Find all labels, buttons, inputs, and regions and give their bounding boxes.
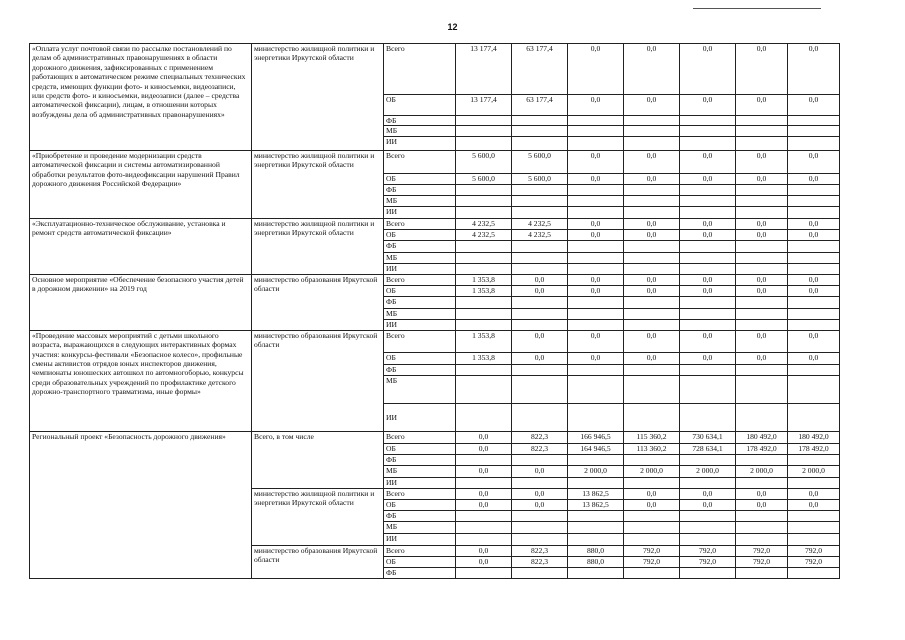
value-cell: 0,0 [788,173,840,184]
value-cell: 0,0 [788,352,840,364]
value-cell: 180 492,0 [788,431,840,443]
value-cell: 0,0 [736,499,788,510]
value-cell: 5 600,0 [456,173,512,184]
funding-source: ИИ [384,206,456,218]
value-cell: 0,0 [624,218,680,229]
table-row [30,218,840,229]
responsible-body: министерство жилищной политики и энергетики Иркутской области [252,150,384,218]
value-cell: 113 360,2 [624,443,680,454]
funding-source: ФБ [384,567,456,578]
value-cell: 13 862,5 [568,499,624,510]
value-cell: 178 492,0 [736,443,788,454]
value-cell: 0,0 [680,229,736,240]
value-cell: 4 232,5 [456,229,512,240]
value-cell: 115 360,2 [624,431,680,443]
value-cell: 0,0 [624,330,680,352]
budget-table [29,43,840,579]
funding-source: ФБ [384,364,456,375]
value-cell: 2 000,0 [680,465,736,477]
value-cell: 792,0 [736,556,788,567]
funding-source: ОБ [384,556,456,567]
value-cell: 0,0 [788,218,840,229]
value-cell: 0,0 [680,44,736,95]
funding-source: МБ [384,465,456,477]
value-cell: 0,0 [680,218,736,229]
value-cell: 0,0 [736,150,788,173]
table-row [30,330,840,352]
value-cell: 0,0 [736,44,788,95]
value-cell: 0,0 [568,330,624,352]
value-cell: 822,3 [512,545,568,556]
value-cell: 164 946,5 [568,443,624,454]
funding-source: ИИ [384,533,456,545]
funding-source: МБ [384,252,456,263]
measure-description: «Оплата услуг почтовой связи по рассылке постановлений по делам об административных правонарушениях в области дорожного движения, зафиксированных с применением работающих в автоматическом режиме специальных технических средств, имеющих функции фото- и киносъемки, видеозаписи, или средств фото- и киносъемки, видеозаписи (далее – средства автоматической фиксации), лицам, в отношении которых возбуждены дела об административных правонарушениях» [30,44,252,151]
measure-description: Основное мероприятие «Обеспечение безопасного участия детей в дорожном движении» на 2019 год [30,274,252,330]
value-cell: 0,0 [456,431,512,443]
value-cell: 0,0 [512,499,568,510]
value-cell: 880,0 [568,556,624,567]
funding-source: Всего [384,150,456,173]
funding-source: ФБ [384,116,456,126]
funding-source: ФБ [384,296,456,308]
value-cell: 2 000,0 [788,465,840,477]
funding-source: ФБ [384,454,456,465]
value-cell: 0,0 [788,95,840,116]
value-cell: 0,0 [680,95,736,116]
funding-source: Всего [384,44,456,95]
value-cell: 0,0 [736,274,788,285]
table-row [30,44,840,95]
funding-source: Всего [384,431,456,443]
funding-source: ФБ [384,240,456,252]
value-cell: 180 492,0 [736,431,788,443]
value-cell: 0,0 [512,465,568,477]
value-cell: 0,0 [788,285,840,296]
funding-source: ОБ [384,229,456,240]
value-cell: 0,0 [624,150,680,173]
value-cell: 5 600,0 [512,173,568,184]
measure-description: Региональный проект «Безопасность дорожного движения» [30,431,252,578]
value-cell: 0,0 [680,330,736,352]
funding-source: ИИ [384,403,456,431]
responsible-body: министерство образования Иркутской области [252,545,384,578]
value-cell: 1 353,8 [456,274,512,285]
funding-source: ОБ [384,352,456,364]
value-cell: 0,0 [680,173,736,184]
responsible-body: Всего, в том числе [252,431,384,488]
value-cell: 0,0 [736,285,788,296]
value-cell: 0,0 [680,499,736,510]
value-cell: 0,0 [568,44,624,95]
value-cell: 2 000,0 [568,465,624,477]
value-cell: 5 600,0 [456,150,512,173]
value-cell: 0,0 [788,274,840,285]
value-cell: 2 000,0 [736,465,788,477]
value-cell: 822,3 [512,431,568,443]
value-cell: 0,0 [512,330,568,352]
value-cell: 63 177,4 [512,95,568,116]
value-cell: 0,0 [736,330,788,352]
value-cell: 0,0 [456,545,512,556]
funding-source: Всего [384,488,456,499]
value-cell: 0,0 [512,285,568,296]
funding-source: Всего [384,274,456,285]
value-cell: 822,3 [512,443,568,454]
value-cell: 0,0 [788,229,840,240]
value-cell: 0,0 [512,352,568,364]
value-cell: 0,0 [568,274,624,285]
value-cell: 13 177,4 [456,44,512,95]
value-cell: 0,0 [788,488,840,499]
measure-description: «Проведение массовых мероприятий с детьми школьного возраста, выражающихся в следующих интерактивных формах участия: конкурсы-фестивали «Безопасное колесо», профильные смены активистов отрядов юных инспекторов движения, чемпионаты юношеских автошкол по автомногоборью, конкурсы среди образовательных учреждений по профилактике детского дорожно-транспортного травматизма, иные формы» [30,330,252,431]
funding-source: Всего [384,330,456,352]
value-cell: 0,0 [512,488,568,499]
value-cell: 0,0 [456,443,512,454]
value-cell: 0,0 [512,274,568,285]
funding-source: ОБ [384,95,456,116]
value-cell: 0,0 [624,352,680,364]
responsible-body: министерство образования Иркутской области [252,274,384,330]
value-cell: 730 634,1 [680,431,736,443]
value-cell: 792,0 [624,545,680,556]
measure-description: «Приобретение и проведение модернизации средств автоматической фиксации и системы автоматизированной обработки результатов фото-видеофиксации нарушений Правил дорожного движения Российской Федерации» [30,150,252,218]
value-cell: 0,0 [788,150,840,173]
table-row [30,431,840,443]
value-cell: 0,0 [680,352,736,364]
value-cell: 0,0 [680,150,736,173]
value-cell: 0,0 [736,488,788,499]
funding-source: Всего [384,545,456,556]
funding-source: ОБ [384,499,456,510]
funding-source: Всего [384,218,456,229]
value-cell: 1 353,8 [456,285,512,296]
value-cell: 0,0 [568,352,624,364]
value-cell: 0,0 [568,95,624,116]
value-cell: 0,0 [568,173,624,184]
value-cell: 792,0 [624,556,680,567]
funding-source: МБ [384,308,456,319]
value-cell: 0,0 [568,285,624,296]
value-cell: 792,0 [680,556,736,567]
table-row [30,150,840,173]
value-cell: 0,0 [624,499,680,510]
value-cell: 0,0 [736,95,788,116]
value-cell: 0,0 [624,95,680,116]
value-cell: 0,0 [788,499,840,510]
value-cell: 880,0 [568,545,624,556]
funding-source: ИИ [384,477,456,488]
value-cell: 0,0 [736,218,788,229]
value-cell: 5 600,0 [512,150,568,173]
funding-source: ОБ [384,285,456,296]
value-cell: 0,0 [568,229,624,240]
funding-source: ИИ [384,263,456,274]
value-cell: 1 353,8 [456,352,512,364]
funding-source: ОБ [384,173,456,184]
value-cell: 4 232,5 [456,218,512,229]
responsible-body: министерство образования Иркутской области [252,330,384,431]
value-cell: 4 232,5 [512,218,568,229]
responsible-body: министерство жилищной политики и энергетики Иркутской области [252,488,384,545]
header-rule [693,8,821,9]
value-cell: 63 177,4 [512,44,568,95]
value-cell: 0,0 [736,352,788,364]
value-cell: 0,0 [736,229,788,240]
funding-source: ФБ [384,510,456,521]
value-cell: 0,0 [456,499,512,510]
funding-source: МБ [384,195,456,206]
value-cell: 0,0 [456,556,512,567]
measure-description: «Эксплуатационно-техническое обслуживание, установка и ремонт средств автоматической фиксации» [30,218,252,274]
value-cell: 13 177,4 [456,95,512,116]
value-cell: 792,0 [788,556,840,567]
value-cell: 0,0 [788,330,840,352]
value-cell: 0,0 [680,274,736,285]
funding-source: МБ [384,521,456,533]
value-cell: 13 862,5 [568,488,624,499]
value-cell: 4 232,5 [512,229,568,240]
value-cell: 0,0 [456,465,512,477]
responsible-body: министерство жилищной политики и энергетики Иркутской области [252,44,384,151]
value-cell: 792,0 [680,545,736,556]
page-number: 12 [447,22,458,32]
value-cell: 792,0 [736,545,788,556]
value-cell: 0,0 [624,44,680,95]
value-cell: 0,0 [568,150,624,173]
value-cell: 178 492,0 [788,443,840,454]
responsible-body: министерство жилищной политики и энергетики Иркутской области [252,218,384,274]
funding-source: ФБ [384,184,456,195]
funding-source: ОБ [384,443,456,454]
funding-source: МБ [384,126,456,136]
value-cell: 2 000,0 [624,465,680,477]
value-cell: 0,0 [624,173,680,184]
value-cell: 822,3 [512,556,568,567]
table-row [30,274,840,285]
funding-source: ИИ [384,136,456,150]
value-cell: 1 353,8 [456,330,512,352]
value-cell: 166 946,5 [568,431,624,443]
value-cell: 792,0 [788,545,840,556]
value-cell: 0,0 [456,488,512,499]
value-cell: 0,0 [624,274,680,285]
value-cell: 0,0 [680,285,736,296]
value-cell: 0,0 [680,488,736,499]
value-cell: 728 634,1 [680,443,736,454]
funding-source: ИИ [384,319,456,330]
value-cell: 0,0 [568,218,624,229]
value-cell: 0,0 [624,229,680,240]
value-cell: 0,0 [736,173,788,184]
value-cell: 0,0 [788,44,840,95]
funding-source: МБ [384,375,456,403]
value-cell: 0,0 [624,285,680,296]
value-cell: 0,0 [624,488,680,499]
